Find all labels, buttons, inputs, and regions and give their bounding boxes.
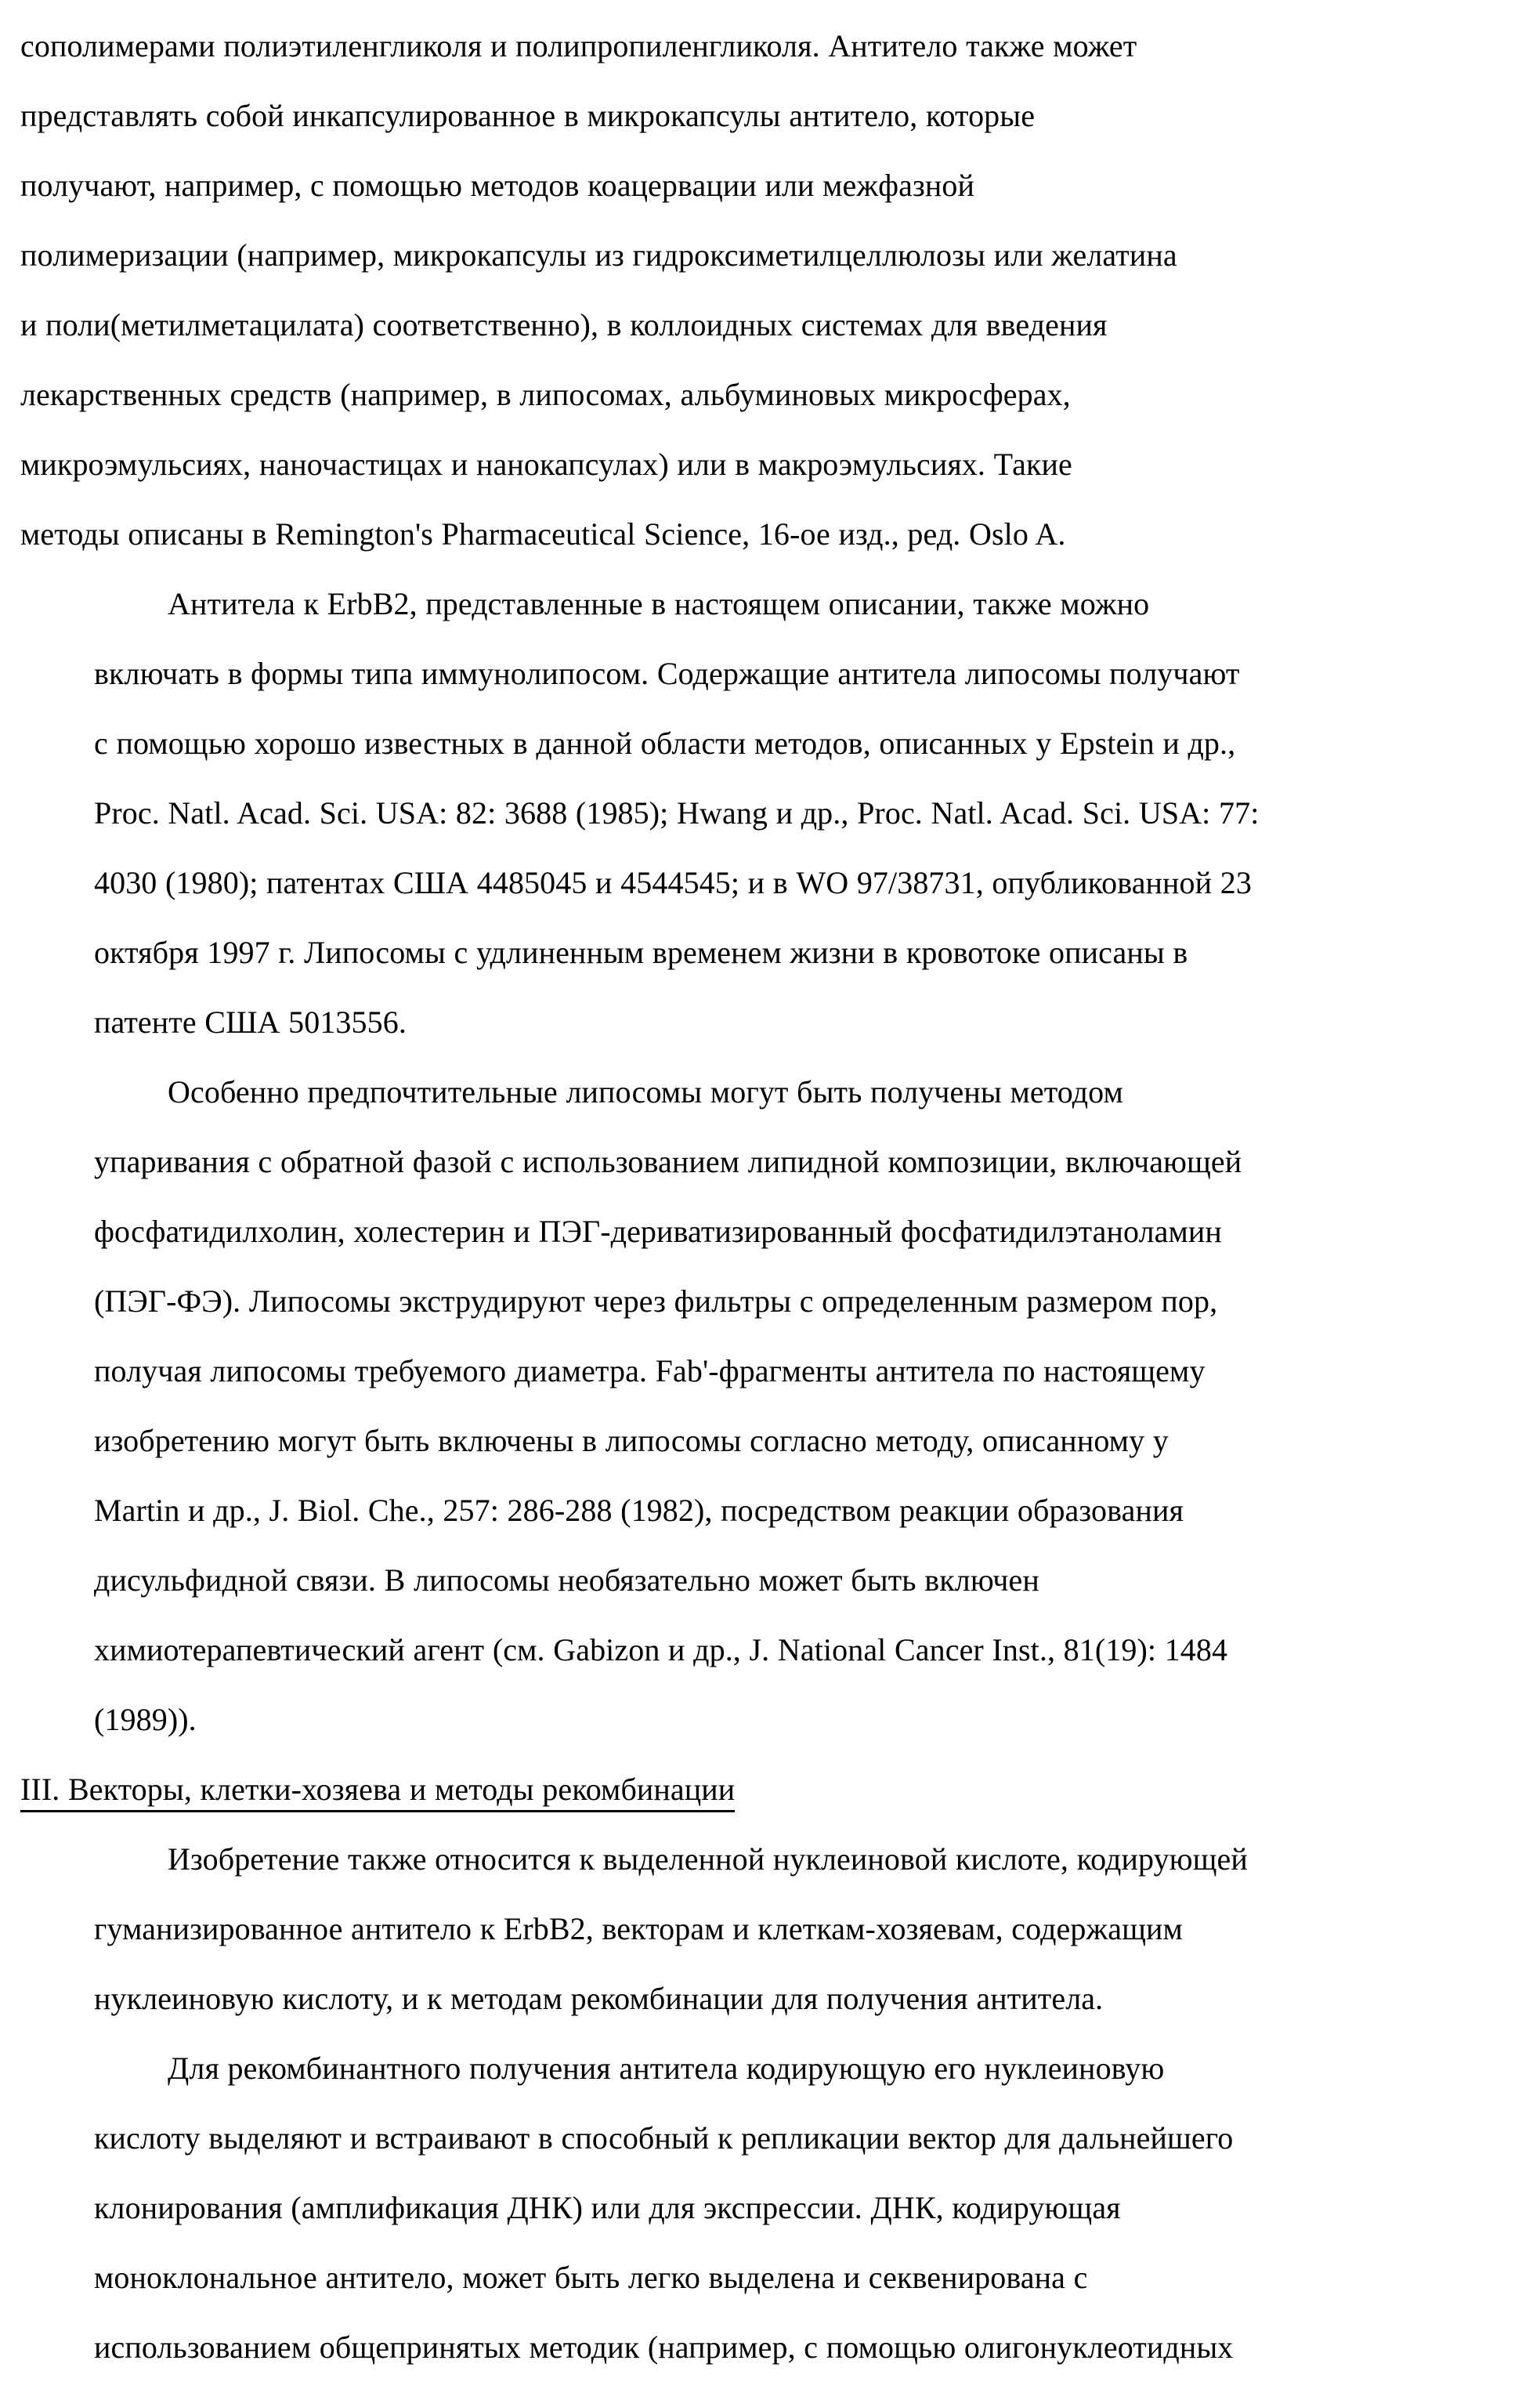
text-line: микроэмульсиях, наночастицах и нанокапсулах) или в макроэмульсиях. Такие (20, 447, 1072, 482)
paragraph-nucleic-acid (20, 1824, 1452, 2033)
paragraph-recombinant-production (20, 2033, 1452, 2382)
text-line: октября 1997 г. Липосомы с удлиненным временем жизни в кровотоке описаны в (94, 935, 1188, 970)
text-line: (1989)). (94, 1702, 197, 1737)
section-heading-text: III. Векторы, клетки-хозяева и методы рекомбинации (20, 1772, 735, 1812)
text-line: сополимерами полиэтиленгликоля и полипропиленгликоля. Антитело также может (20, 28, 1137, 63)
text-line: использованием общепринятых методик (например, с помощью олигонуклеотидных (94, 2330, 1234, 2365)
text-line: Martin и др., J. Biol. Che., 257: 286-288 (1982), посредством реакции образования (94, 1493, 1184, 1528)
text-line: нуклеиновую кислоту, и к методам рекомбинации для получения антитела. (94, 1981, 1104, 2016)
text-line: патенте США 5013556. (94, 1005, 407, 1040)
text-line: Изобретение также относится к выделенной нуклеиновой кислоте, кодирующей (168, 1841, 1248, 1877)
section-heading-vectors (20, 1754, 1452, 1824)
text-line: фосфатидилхолин, холестерин и ПЭГ-дериватизированный фосфатидилэтаноламин (94, 1214, 1222, 1249)
text-line: лекарственных средств (например, в липосомах, альбуминовых микросферах, (20, 377, 1071, 412)
text-line: клонирования (амплификация ДНК) или для экспрессии. ДНК, кодирующая (94, 2190, 1121, 2225)
text-line: 4030 (1980); патентах США 4485045 и 4544545; и в WO 97/38731, опубликованной 23 (94, 865, 1252, 900)
text-line: полимеризации (например, микрокапсулы из гидроксиметилцеллюлозы или желатина (20, 237, 1177, 273)
text-line: получают, например, с помощью методов коацервации или межфазной (20, 168, 975, 203)
text-line: упаривания с обратной фазой с использованием липидной композиции, включающей (94, 1144, 1242, 1179)
text-line: химиотерапевтический агент (см. Gabizon и др., J. National Cancer Inst., 81(19): 1484 (94, 1632, 1228, 1667)
text-line: Особенно предпочтительные липосомы могут быть получены методом (168, 1074, 1123, 1110)
text-line: изобретению могут быть включены в липосомы согласно методу, описанному у (94, 1423, 1169, 1458)
document-body (20, 11, 1452, 2382)
text-line: дисульфидной связи. В липосомы необязательно может быть включен (94, 1562, 1039, 1598)
text-line: методы описаны в Remington's Pharmaceutical Science, 16-ое изд., ред. Oslo A. (20, 516, 1066, 552)
text-line: и поли(метилметацилата) соответственно), в коллоидных системах для введения (20, 307, 1108, 342)
text-line: Proc. Natl. Acad. Sci. USA: 82: 3688 (1985); Hwang и др., Proc. Natl. Acad. Sci. USA: 77: (94, 795, 1260, 831)
text-line: кислоту выделяют и встраивают в способный к репликации вектор для дальнейшего (94, 2120, 1234, 2156)
text-line: моноклональное антитело, может быть легко выделена и секвенирована с (94, 2260, 1088, 2295)
text-line: включать в формы типа иммунолипосом. Содержащие антитела липосомы получают (94, 656, 1240, 691)
text-line: получая липосомы требуемого диаметра. Fab'-фрагменты антитела по настоящему (94, 1353, 1206, 1388)
text-line: представлять собой инкапсулированное в микрокапсулы антитело, которые (20, 98, 1036, 133)
text-line: Для рекомбинантного получения антитела кодирующую его нуклеиновую (168, 2051, 1165, 2086)
text-line: Антитела к ErbB2, представленные в настоящем описании, также можно (168, 586, 1150, 621)
paragraph-preferred-liposomes (20, 1057, 1452, 1754)
text-line: с помощью хорошо известных в данной области методов, описанных у Epstein и др., (94, 726, 1236, 761)
paragraph-immunoliposomes (20, 569, 1452, 1057)
text-line: гуманизированное антитело к ErbB2, векторам и клеткам-хозяевам, содержащим (94, 1911, 1183, 1946)
text-line: (ПЭГ-ФЭ). Липосомы экструдируют через фильтры с определенным размером пор, (94, 1283, 1218, 1319)
paragraph-microcapsules (20, 11, 1452, 569)
